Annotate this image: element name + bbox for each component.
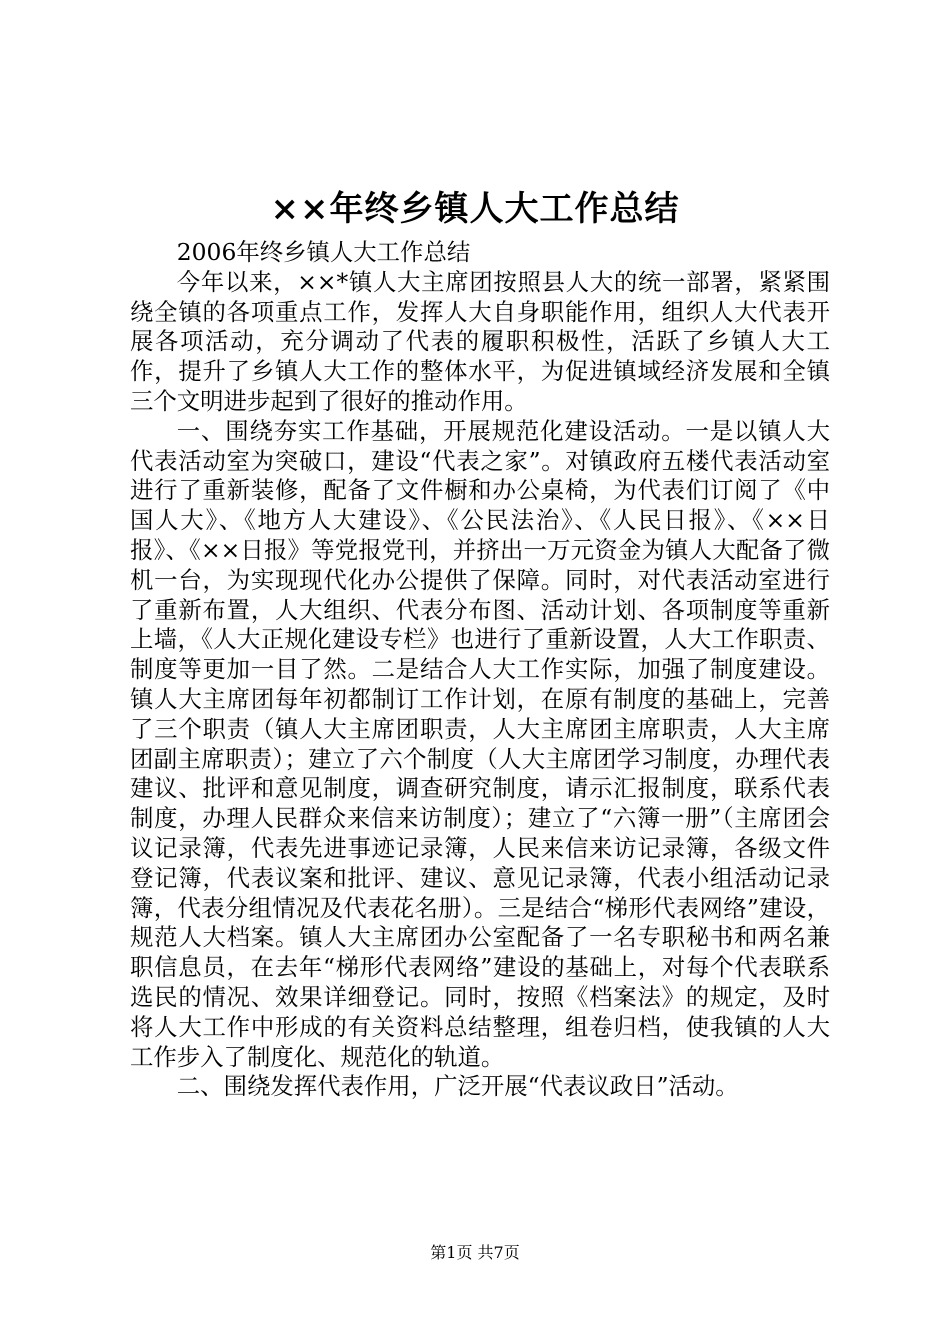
paragraph-section-2: 二、围绕发挥代表作用，广泛开展“代表议政日”活动。	[176, 1072, 739, 1101]
paragraph-intro: 今年以来，××*镇人大主席团按照县人大的统一部署，紧紧围绕全镇的各项重点工作，发挥人大自身职能作用，组织人大代表开展各项活动，充分调动了代表的履职积极性，活跃了乡镇人大工作，提升了乡镇人大工作的整体水平，为促进镇域经济发展和全镇三个文明进步起到了很好的推动作用。	[130, 267, 830, 415]
paragraph-subtitle: 2006年终乡镇人大工作总结	[176, 238, 471, 266]
document-title: ××年终乡镇人大工作总结	[270, 189, 680, 229]
page-footer: 第1页 共7页	[430, 1243, 520, 1262]
document-body	[130, 238, 830, 1102]
paragraph-section-1: 一、围绕夯实工作基础，开展规范化建设活动。一是以镇人大代表活动室为突破口，建设“代表之家”。对镇政府五楼代表活动室进行了重新装修，配备了文件橱和办公桌椅，为代表们订阅了《中国人大》、《地方人大建设》、《公民法治》、《人民日报》、《××日报》、《××日报》等党报党刊，并挤出一万元资金为镇人大配备了微机一台，为实现现代化办公提供了保障。同时，对代表活动室进行了重新布置，人大组织、代表分布图、活动计划、各项制度等重新上墙，《人大正规化建设专栏》也进行了重新设置，人大工作职责、制度等更加一目了然。二是结合人大工作实际，加强了制度建设。镇人大主席团每年初都制订工作计划，在原有制度的基础上，完善了三个职责（镇人大主席团职责，人大主席团主席职责，人大主席团副主席职责）；建立了六个制度（人大主席团学习制度，办理代表建议、批评和意见制度，调查研究制度，请示汇报制度，联系代表制度，办理人民群众来信来访制度）；建立了“六簿一册”（主席团会议记录簿，代表先进事迹记录簿，人民来信来访记录簿，各级文件登记簿，代表议案和批评、建议、意见记录簿，代表小组活动记录簿，代表分组情况及代表花名册）。三是结合“梯形代表网络”建设，规范人大档案。镇人大主席团办公室配备了一名专职秘书和两名兼职信息员，在去年“梯形代表网络”建设的基础上，对每个代表联系选民的情况、效果详细登记。同时，按照《档案法》的规定，及时将人大工作中形成的有关资料总结整理，组卷归档，使我镇的人大工作步入了制度化、规范化的轨道。	[130, 416, 830, 1071]
